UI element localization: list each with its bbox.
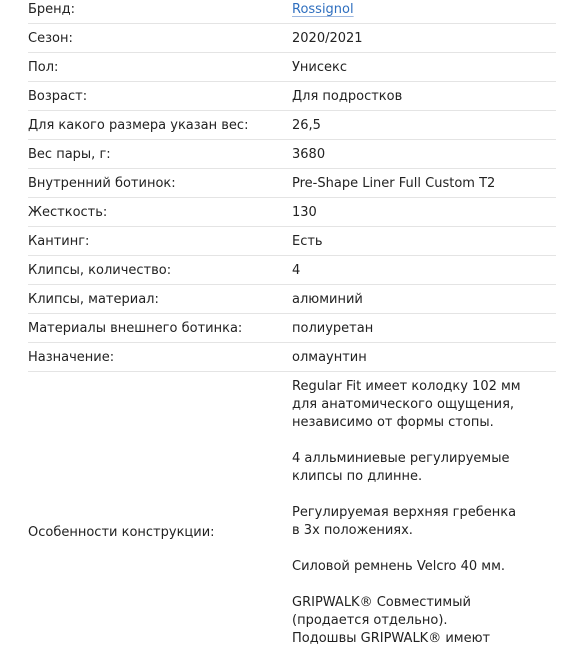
spec-value: полиуретан xyxy=(292,320,374,336)
spec-label: Внутренний ботинок: xyxy=(28,175,176,191)
feature-paragraph: GRIPWALK® Совместимый (продается отдельно). Подошвы GRIPWALK® имеют xyxy=(292,595,491,646)
spec-label: Кантинг: xyxy=(28,233,90,249)
spec-label: Вес пары, г: xyxy=(28,146,111,162)
spec-value: 2020/2021 xyxy=(292,30,363,46)
spec-row-size-for-weight xyxy=(28,111,556,140)
spec-label: Возраст: xyxy=(28,88,88,104)
spec-value: 3680 xyxy=(292,146,326,162)
spec-value: олмаунтин xyxy=(292,349,367,365)
spec-value: 4 xyxy=(292,262,301,278)
spec-label: Клипсы, материал: xyxy=(28,291,159,307)
spec-label: Клипсы, количество: xyxy=(28,262,172,278)
spec-value: Для подростков xyxy=(292,88,403,104)
spec-row-pair-weight xyxy=(28,140,556,169)
spec-row-canting xyxy=(28,227,556,256)
spec-value xyxy=(292,1,556,18)
spec-row-buckles-material xyxy=(28,285,556,314)
spec-label: Назначение: xyxy=(28,349,115,365)
spec-row-flex xyxy=(28,198,556,227)
spec-row-purpose xyxy=(28,343,556,372)
spec-label: Сезон: xyxy=(28,30,73,46)
spec-row-season xyxy=(28,24,556,53)
spec-label: Пол: xyxy=(28,59,59,75)
spec-value: Pre-Shape Liner Full Custom T2 xyxy=(292,175,496,191)
spec-value: 26,5 xyxy=(292,117,321,133)
spec-label: Для какого размера указан вес: xyxy=(28,117,249,133)
spec-value: Есть xyxy=(292,233,323,249)
spec-label: Особенности конструкции: xyxy=(28,524,215,540)
spec-label: Материалы внешнего ботинка: xyxy=(28,320,243,336)
spec-value-features xyxy=(292,378,556,666)
spec-label: Бренд: xyxy=(28,2,76,17)
spec-row-shell-material xyxy=(28,314,556,343)
spec-row-liner xyxy=(28,169,556,198)
feature-paragraph: Регулируемая верхняя гребенка в 3х положениях. xyxy=(292,505,517,538)
spec-row-buckles-count xyxy=(28,256,556,285)
spec-row-gender xyxy=(28,53,556,82)
spec-value: алюминий xyxy=(292,291,363,307)
spec-row-brand xyxy=(28,0,556,24)
spec-row-age xyxy=(28,82,556,111)
spec-row-features xyxy=(28,372,556,666)
feature-paragraph: 4 алльминиевые регулируемые клипсы по длинне. xyxy=(292,451,510,484)
feature-paragraph: Силовой ремнень Velcro 40 мм. xyxy=(292,559,506,574)
spec-label: Жесткость: xyxy=(28,204,108,220)
feature-paragraph: Regular Fit имеет колодку 102 мм для анатомического ощущения, независимо от формы стопы. xyxy=(292,379,521,430)
spec-value: Унисекс xyxy=(292,59,348,75)
brand-link[interactable]: Rossignol xyxy=(292,2,354,17)
spec-value: 130 xyxy=(292,204,317,220)
specs-table xyxy=(28,0,556,666)
